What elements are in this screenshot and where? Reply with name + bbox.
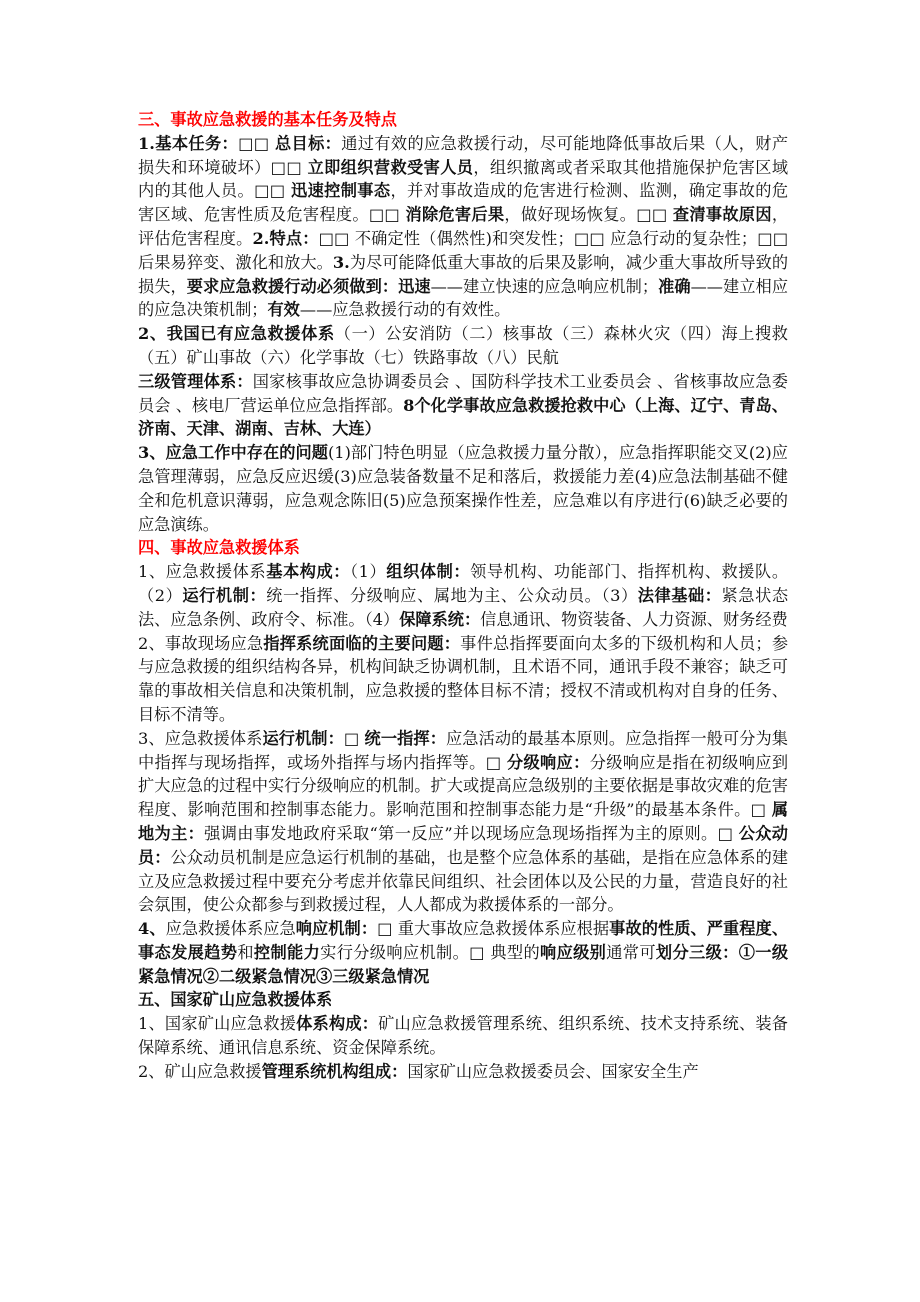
- text-run: 紧急状态法、应急条例、政府令、标准。（4）: [138, 585, 789, 629]
- bold-text: 属地为主：: [138, 800, 788, 843]
- bold-text: 2.特点：: [252, 228, 319, 248]
- bold-text: 保障系统：: [399, 609, 481, 629]
- document-body: [138, 108, 788, 1084]
- bold-text: 运行机制：: [182, 585, 267, 605]
- text-run: 通常可: [606, 942, 656, 962]
- paragraph: [138, 988, 788, 1012]
- paragraph: [138, 441, 788, 536]
- bold-text: 事故的性质、严重程度、事态发展趋势: [138, 919, 789, 962]
- paragraph: [138, 727, 788, 917]
- paragraph: [138, 1012, 788, 1060]
- text-run: ，评估危害程度。: [138, 205, 789, 248]
- paragraph: [138, 132, 788, 322]
- bold-text: 分级响应：: [506, 752, 590, 772]
- text-run: 信息通讯、物资装备、人力资源、财务经费: [480, 609, 788, 629]
- bold-text: 组织体制：: [386, 562, 471, 582]
- paragraph: [138, 1060, 788, 1084]
- bold-text: 管理系统机构组成：: [261, 1061, 408, 1081]
- bold-text: 准确: [658, 276, 691, 296]
- bold-text: 有效: [267, 300, 300, 320]
- text-run: 国家核事故应急协调委员会 、国防科学技术工业委员会 、省核事故应急委员会 、核电厂营运单位应急指挥部。: [138, 371, 788, 415]
- bold-text: 查清事故原因: [672, 205, 772, 225]
- text-run: 1、应急救援体系: [138, 562, 267, 582]
- text-run: 分级响应是指在初级响应到扩大应急的过程中实行分级响应的机制。扩大或提高应急级别的主要依据是事故灾难的危害程度、影响范围和控制事态能力。影响范围和控制事态能力是“升级”的最基本条件。□: [138, 752, 789, 820]
- bold-text: 消除危害后果: [405, 205, 505, 225]
- text-run: ，组织撤离或者采取其他措施保护危害区域内的其他人员。□□: [138, 157, 789, 201]
- text-run: 公众动员机制是应急运行机制的基础，也是整个应急体系的基础，是指在应急体系的建立及应急救援过程中要充分考虑并依靠民间组织、社会团体以及公民的力量，营造良好的社会氛围，使公众都参与到救援过程，人人都成为救援体系的一部分。: [138, 847, 789, 915]
- bold-text: 3、应急工作中存在的问题: [138, 443, 328, 463]
- text-run: 为尽可能降低重大事故的后果及影响，减少重大事故所导致的损失，: [138, 252, 789, 296]
- bold-text: 8个化学事故应急救援抢救中心（上海、辽宁、青岛、济南、天津、湖南、吉林、大连）: [138, 395, 788, 439]
- text-run: （1）: [350, 562, 387, 582]
- text-run: ，并对事故造成的危害进行检测、监测，确定事故的危害区域、危害性质及危害程度。□□: [138, 181, 789, 225]
- bold-text: 指挥系统面临的主要问题：: [263, 633, 461, 653]
- text-run: 应急活动的最基本原则。应急指挥一般可分为集中指挥与现场指挥，或场外指挥与场内指挥等。□: [138, 728, 788, 772]
- text-run: □: [343, 728, 365, 748]
- bold-text: 要求应急救援行动必须做到：迅速: [186, 276, 431, 296]
- text-run: 强调由事发地政府采取“第一反应”并以现场应急现场指挥为主的原则。□: [204, 823, 739, 843]
- bold-text: 4、: [138, 919, 166, 939]
- bold-text: 响应级别: [540, 942, 607, 962]
- paragraph: [138, 370, 788, 441]
- text-run: 事件总指挥要面向太多的下级机构和人员；参与应急救援的组织结构各异，机构间缺乏协调机制，且术语不同，通讯手段不兼容；缺乏可靠的事故相关信息和决策机制，应急救援的整体目标不清；授权不清或机构对自身的任务、目标不清等。: [138, 633, 789, 724]
- bold-text: 运行机制：: [262, 728, 344, 748]
- text-run: 统一指挥、分级响应、属地为主、公众动员。（3）: [266, 585, 638, 605]
- bold-text: 基本构成：: [266, 562, 351, 582]
- section-heading: [138, 108, 788, 132]
- text-run: 国家矿山应急救援委员会、国家安全生产: [407, 1061, 699, 1081]
- text-run: ——建立快速的应急响应机制；: [430, 276, 659, 296]
- text-run: 1、国家矿山应急救援: [138, 1014, 297, 1034]
- bold-text: 划分三级：①一级紧急情况②二级紧急情况③三级紧急情况: [138, 942, 789, 986]
- text-run: (1)部门特色明显（应急救援力量分散），应急指挥职能交叉(2)应急管理薄弱，应急反应迟缓(3)应急装备数量不足和落后，救援能力差(4)应急法制基础不健全和危机意识薄弱，应急观念陈旧(5)应急预案操作性差，应急难以有序进行(6)缺乏必要的应急演练。: [138, 443, 788, 534]
- text-run: ，做好现场恢复。□□: [504, 205, 673, 225]
- bold-text: 公众动员：: [138, 823, 788, 867]
- text-run: ——建立相应的应急决策机制；: [138, 276, 789, 320]
- bold-text: 立即组织营救受害人员: [307, 157, 474, 177]
- bold-text: 响应机制：: [295, 919, 378, 939]
- paragraph: [138, 632, 788, 727]
- text-run: 三、事故应急救援的基本任务及特点: [138, 110, 397, 129]
- text-run: 3、应急救援体系: [138, 728, 263, 748]
- bold-text: 3.: [332, 252, 350, 272]
- text-run: 应急救援体系应急: [165, 919, 296, 939]
- bold-text: 五、国家矿山应急救援体系: [138, 990, 333, 1010]
- bold-text: 三级管理体系：: [138, 371, 253, 391]
- paragraph: [138, 917, 788, 988]
- section-heading: [138, 536, 788, 560]
- bold-text: 总目标：: [274, 133, 342, 153]
- text-run: （一）公安消防（二）核事故（三）森林火灾（四）海上搜救（五）矿山事故（六）化学事故（七）铁路事故（八）民航: [138, 324, 788, 367]
- paragraph: [138, 322, 788, 370]
- bold-text: 1.基本任务：: [138, 133, 239, 153]
- bold-text: 迅速控制事态: [290, 181, 391, 201]
- text-run: 领导机构、功能部门、指挥机构、救援队。（2）: [138, 562, 789, 605]
- text-run: 实行分级响应机制。□ 典型的: [320, 942, 541, 962]
- paragraph: [138, 560, 788, 631]
- text-run: 矿山应急救援管理系统、组织系统、技术支持系统、装备保障系统、通讯信息系统、资金保障系统。: [138, 1014, 788, 1058]
- text-run: □ 重大事故应急救援体系应根据: [377, 919, 610, 939]
- bold-text: 2、我国已有应急救援体系: [138, 324, 335, 344]
- bold-text: 统一指挥：: [364, 728, 446, 748]
- bold-text: 体系构成：: [296, 1014, 379, 1034]
- text-run: 通过有效的应急救援行动，尽可能地降低事故后果（人，财产损失和环境破坏）□□: [138, 133, 789, 177]
- text-run: □□ 不确定性（偶然性)和突发性；□□ 应急行动的复杂性；□□ 后果易猝变、激化和放大。: [138, 228, 789, 272]
- text-run: 2、矿山应急救援: [138, 1061, 262, 1081]
- text-run: 2、事故现场应急: [138, 633, 264, 653]
- text-run: 四、事故应急救援体系: [138, 538, 300, 558]
- text-run: 和: [237, 942, 254, 962]
- text-run: ——应急救援行动的有效性。: [299, 300, 511, 320]
- bold-text: 控制能力: [253, 942, 321, 962]
- bold-text: 法律基础：: [637, 585, 722, 605]
- text-run: □□: [238, 133, 275, 153]
